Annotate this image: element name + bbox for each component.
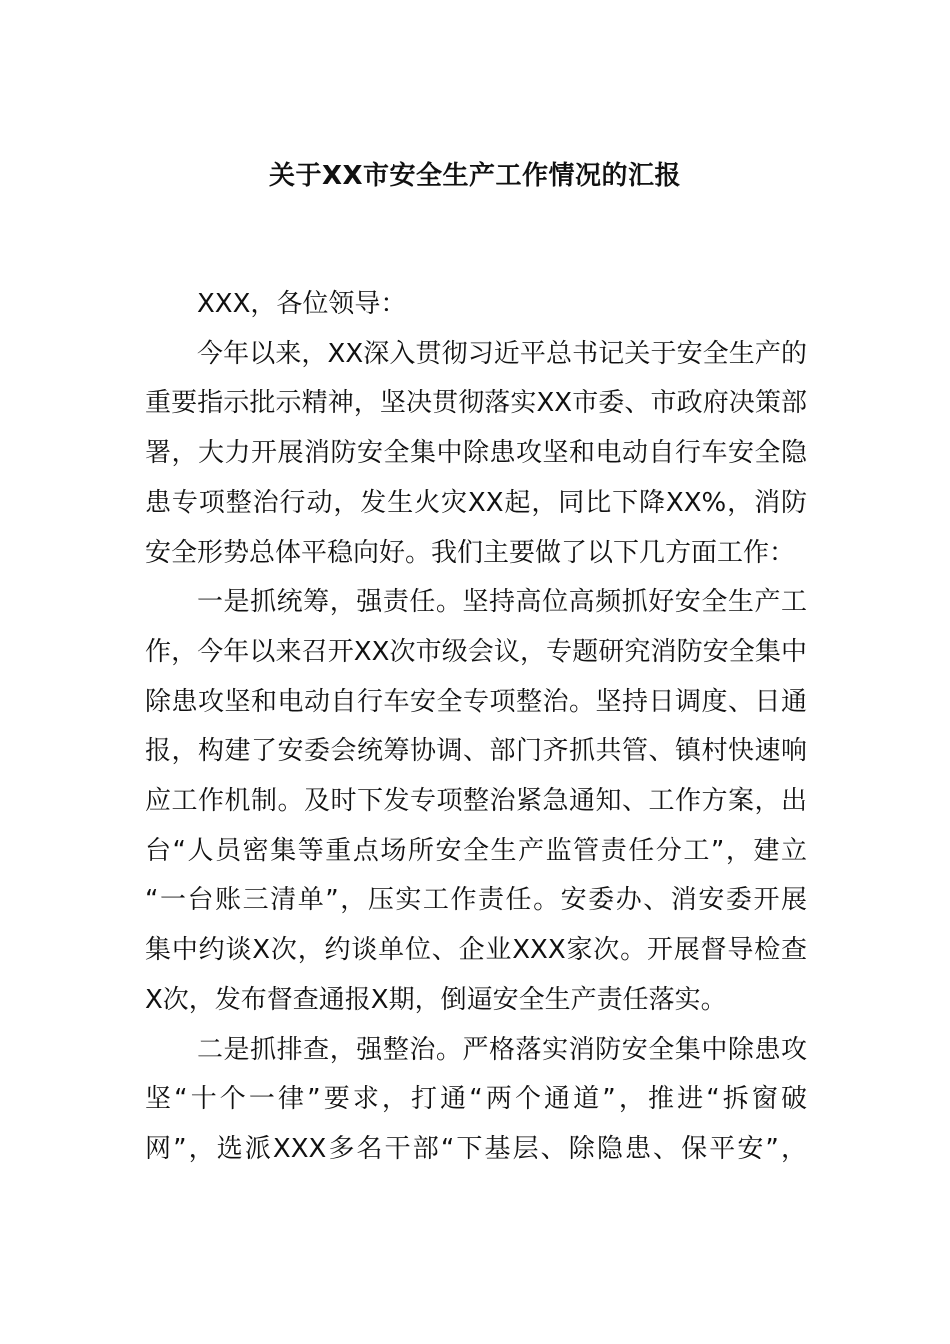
paragraph-2: [145, 578, 807, 1025]
document-body: [145, 280, 807, 1175]
document-title: 关于XX市安全生产工作情况的汇报: [268, 161, 682, 191]
paragraph-line: 作，今年以来召开XX次市级会议，专题研究消防安全集中: [145, 636, 807, 667]
salutation: XXX，各位领导：: [197, 289, 407, 319]
paragraph-line: 报，构建了安委会统筹协调、部门齐抓共管、镇村快速响: [145, 736, 807, 767]
paragraph-line: 今年以来，XX深入贯彻习近平总书记关于安全生产的: [197, 338, 807, 369]
paragraph-line: X次，发布督查通报X期，倒逼安全生产责任落实。: [145, 984, 727, 1015]
paragraph-line: 应工作机制。及时下发专项整治紧急通知、工作方案，出: [145, 786, 807, 817]
paragraph-line: 坚“十个一律”要求，打通“两个通道”，推进“拆窗破: [145, 1084, 807, 1115]
paragraph-3: [145, 1026, 807, 1175]
paragraph-line: 台“人员密集等重点场所安全生产监管责任分工”，建立: [145, 835, 807, 866]
paragraph-line: 网”，选派XXX多名干部“下基层、除隐患、保平安”，: [145, 1133, 807, 1164]
paragraph-line: 除患攻坚和电动自行车安全专项整治。坚持日调度、日通: [145, 686, 807, 717]
paragraph-line: 署，大力开展消防安全集中除患攻坚和电动自行车安全隐: [145, 438, 807, 469]
paragraph-line: “一台账三清单”，压实工作责任。安委办、消安委开展: [145, 885, 807, 916]
paragraph-line: 一是抓统筹，强责任。坚持高位高频抓好安全生产工: [197, 587, 807, 618]
paragraph-1: [145, 330, 807, 579]
paragraph-line: 重要指示批示精神，坚决贯彻落实XX市委、市政府决策部: [145, 388, 807, 419]
paragraph-line: 患专项整治行动，发生火灾XX起，同比下降XX%，消防: [145, 487, 807, 518]
paragraph-line: 集中约谈X次，约谈单位、企业XXX家次。开展督导检查: [145, 935, 807, 966]
paragraph-line: 二是抓排查，强整治。严格落实消防安全集中除患攻: [197, 1034, 807, 1065]
paragraph-line: 安全形势总体平稳向好。我们主要做了以下几方面工作：: [145, 537, 796, 568]
